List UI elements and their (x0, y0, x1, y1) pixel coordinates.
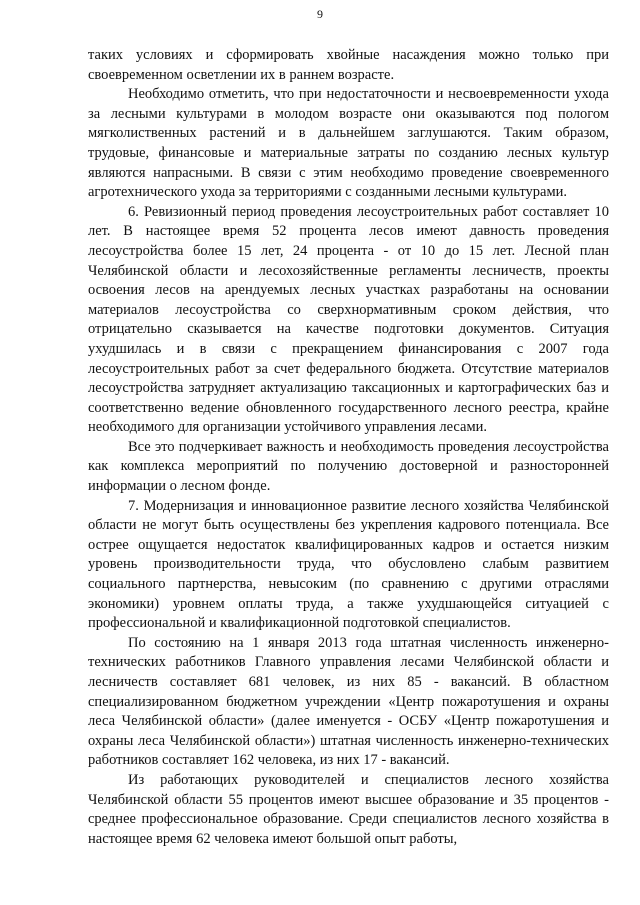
page-number: 9 (317, 7, 323, 21)
document-body (88, 46, 609, 849)
paragraph-education-levels: Из работающих руководителей и специалистов лесного хозяйства Челябинской области 55 процентов имеют высшее образование и 35 процентов - среднее профессиональное образование. Среди специалистов лесного хозяйства в настоящее время 62 человека имеют большой опыт работы, (88, 771, 609, 847)
paragraph-item-6-forest-inventory: 6. Ревизионный период проведения лесоустроительных работ составляет 10 лет. В настоящее время 52 процента лесов имеют давность проведения лесоустройства более 15 лет, 24 процента - от 10 до 15 лет. Лесной план Челябинской области и лесохозяйственные регламенты лесничеств, проекты освоения лесов на арендуемых лесных участках разработаны на основании материалов лесоустройства со сверхнормативным сроком действия, что отрицательно сказывается на качестве подготовки документов. Ситуация ухудшилась и в связи с прекращением финансирования с 2007 года лесоустроительных работ за счет федерального бюджета. Отсутствие материалов лесоустройства затрудняет актуализацию таксационных и картографических баз и соответственно ведение обновленного государственного лесного реестра, крайне необходимого для организации устойчивого управления лесами. (88, 203, 609, 436)
paragraph-inventory-importance: Все это подчеркивает важность и необходимость проведения лесоустройства как комплекса мероприятий по получению достоверной и разносторонней информации о лесном фонде. (88, 438, 609, 495)
paragraph-item-7-personnel: 7. Модернизация и инновационное развитие лесного хозяйства Челябинской области не могут быть осуществлены без укрепления кадрового потенциала. Все острее ощущается недостаток квалифицированных кадров и остается низким уровень производительности труда, что обусловлено слабым развитием социального партнерства, невысоким (по сравнению с другими отраслями экономики) уровнем оплаты труда, а также ухудшающейся ситуацией с профессиональной и квалификационной подготовкой специалистов. (88, 497, 609, 632)
paragraph-continuation: таких условиях и сформировать хвойные насаждения можно только при своевременном осветлении их в раннем возрасте. (88, 47, 609, 83)
paragraph-staff-numbers: По состоянию на 1 января 2013 года штатная численность инженерно-технических работников Главного управления лесами Челябинской области и лесничеств составляет 681 человек, из них 85 - вакансий. В областном специализированном бюджетном учреждении «Центр пожаротушения и охраны леса Челябинской области» (далее именуется - ОСБУ «Центр пожаротушения и охраны леса Челябинской области») штатная численность инженерно-технических работников составляет 162 человека, из них 17 - вакансий. (88, 634, 609, 769)
paragraph-forest-care: Необходимо отметить, что при недостаточности и несвоевременности ухода за лесными культурами в молодом возрасте они оказываются под пологом мягколиственных растений и в дальнейшем заглушаются. Таким образом, трудовые, финансовые и материальные затраты по созданию лесных культур являются напрасными. В связи с этим необходимо проведение своевременного агротехнического ухода за территориями с созданными лесными культурами. (88, 86, 609, 201)
